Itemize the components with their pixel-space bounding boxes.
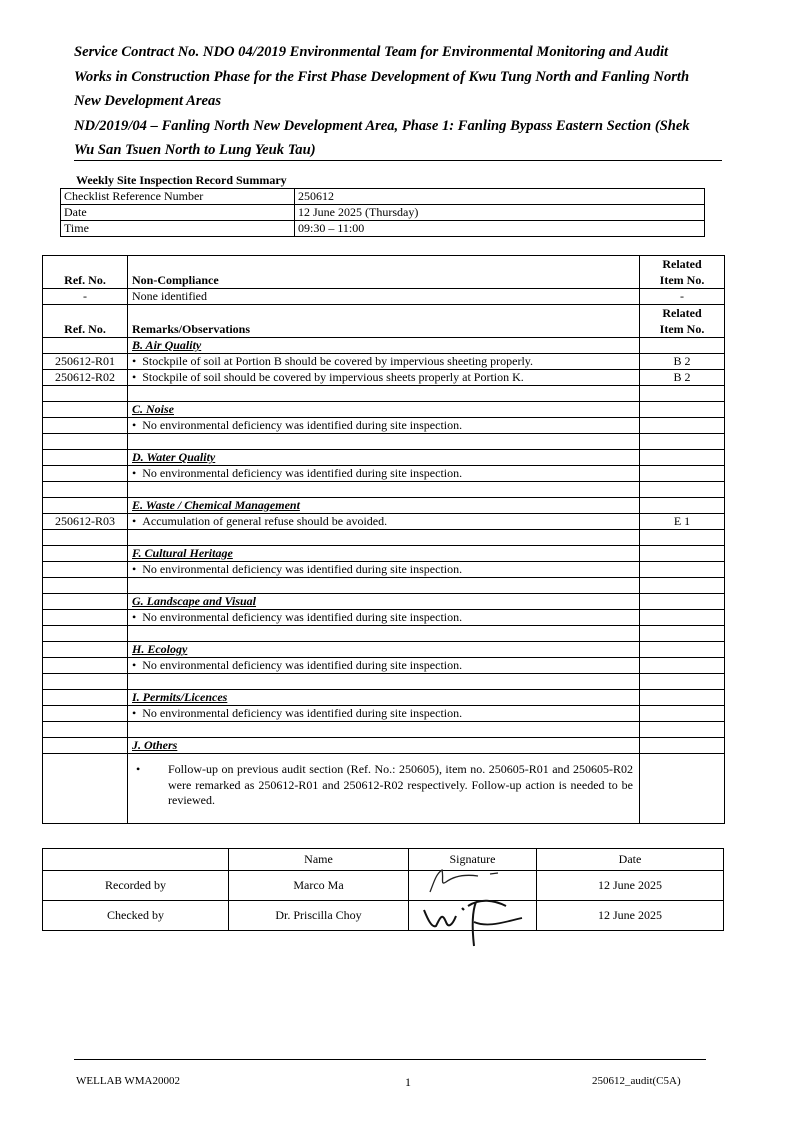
spacer-cell — [43, 530, 128, 546]
section-title-row — [43, 546, 725, 562]
spacer-cell — [43, 386, 128, 402]
section-ref-cell — [43, 738, 128, 754]
signature-cell — [409, 871, 537, 901]
remark-text: • No environmental deficiency was identified during site inspection. — [132, 466, 462, 480]
section-title-row — [43, 690, 725, 706]
remark-text-cell — [128, 706, 640, 722]
remark-item — [640, 418, 725, 434]
section-title-cell — [128, 690, 640, 706]
others-item-cell — [640, 754, 725, 824]
summary-value: 12 June 2025 (Thursday) — [295, 205, 705, 221]
spacer-cell — [640, 482, 725, 498]
signoff-role: Recorded by — [43, 871, 229, 901]
remark-text: • Stockpile of soil at Portion B should be covered by impervious sheeting properly. — [132, 354, 533, 368]
signoff-date: 12 June 2025 — [537, 871, 724, 901]
section-item-cell — [640, 738, 725, 754]
document-header — [74, 40, 706, 163]
contract-title: Service Contract No. NDO 04/2019 Environmental Team for Environmental Monitoring and Audit Works in Construction Phase for the First Phase Development of Kwu Tung North and Fanling North New Development Areas — [74, 44, 690, 109]
summary-label: Time — [61, 221, 295, 237]
summary-value: 250612 — [295, 189, 705, 205]
footer-right: 250612_audit(C5A) — [592, 1075, 681, 1087]
signoff-role: Checked by — [43, 901, 229, 931]
remark-text: • Stockpile of soil should be covered by impervious sheets properly at Portion K. — [132, 370, 524, 384]
spacer-cell — [128, 626, 640, 642]
others-text: Follow-up on previous audit section (Ref. No.: 250605), item no. 250605-R01 and 250605-R02 were remarked as 250612-R01 and 250612-R02 respectively. Follow-up action is needed to be reviewed. — [168, 762, 633, 807]
remark-row — [43, 610, 725, 626]
section-item-cell — [640, 642, 725, 658]
remark-item — [640, 658, 725, 674]
remark-row — [43, 658, 725, 674]
remark-ref: 250612-R03 — [43, 514, 128, 530]
remark-ref — [43, 658, 128, 674]
section-title-cell — [128, 338, 640, 354]
signoff-name: Marco Ma — [229, 871, 409, 901]
summary-title: Weekly Site Inspection Record Summary — [76, 173, 287, 187]
others-paragraph — [136, 762, 633, 809]
remark-row — [43, 418, 725, 434]
section-title-cell — [128, 594, 640, 610]
spacer-cell — [640, 578, 725, 594]
summary-value: 09:30 – 11:00 — [295, 221, 705, 237]
section-item-cell — [640, 498, 725, 514]
spacer-cell — [128, 578, 640, 594]
footer-divider — [74, 1059, 706, 1060]
remarks-header-row — [43, 305, 725, 338]
bullet-icon: • — [136, 762, 141, 776]
section-ref-cell — [43, 450, 128, 466]
remark-ref: 250612-R01 — [43, 354, 128, 370]
section-title-row — [43, 594, 725, 610]
section-title: I. Permits/Licences — [132, 690, 228, 704]
inspection-table-body — [43, 256, 725, 824]
summary-row — [61, 189, 705, 205]
name-header: Name — [229, 849, 409, 871]
spacer-cell — [128, 530, 640, 546]
section-ref-cell — [43, 546, 128, 562]
remark-item — [640, 562, 725, 578]
project-title: ND/2019/04 – Fanling North New Development Area, Phase 1: Fanling Bypass Eastern Section (Shek Wu San Tsuen North to Lung Yeuk Tau) — [74, 117, 690, 158]
remark-row — [43, 706, 725, 722]
section-title: J. Others — [132, 738, 178, 752]
section-title-row — [43, 498, 725, 514]
summary-row — [61, 221, 705, 237]
noncompliance-header: Non-Compliance — [128, 256, 640, 289]
section-ref-cell — [43, 338, 128, 354]
remark-text-cell — [128, 610, 640, 626]
remark-row — [43, 562, 725, 578]
spacer-cell — [128, 482, 640, 498]
spacer-cell — [43, 434, 128, 450]
remark-row — [43, 514, 725, 530]
remark-item: E 1 — [640, 514, 725, 530]
section-title-cell — [128, 450, 640, 466]
spacer-cell — [43, 674, 128, 690]
spacer-cell — [640, 674, 725, 690]
spacer-cell — [640, 626, 725, 642]
remark-row — [43, 370, 725, 386]
remark-text-cell — [128, 370, 640, 386]
signature-cell — [409, 901, 537, 931]
remark-text: • No environmental deficiency was identified during site inspection. — [132, 658, 462, 672]
section-item-cell — [640, 690, 725, 706]
signature-header: Signature — [409, 849, 537, 871]
signoff-row — [43, 871, 724, 901]
remark-text: • No environmental deficiency was identified during site inspection. — [132, 610, 462, 624]
spacer-row — [43, 578, 725, 594]
remark-text: • No environmental deficiency was identified during site inspection. — [132, 562, 462, 576]
date-header: Date — [537, 849, 724, 871]
spacer-row — [43, 386, 725, 402]
spacer-cell — [43, 482, 128, 498]
spacer-cell — [43, 722, 128, 738]
remark-text: • No environmental deficiency was identified during site inspection. — [132, 418, 462, 432]
others-row — [43, 754, 725, 824]
remark-text-cell — [128, 354, 640, 370]
section-ref-cell — [43, 642, 128, 658]
spacer-cell — [128, 722, 640, 738]
spacer-cell — [43, 626, 128, 642]
page-number: 1 — [405, 1075, 411, 1089]
others-ref-cell — [43, 754, 128, 824]
section-title: H. Ecology — [132, 642, 188, 656]
summary-label: Date — [61, 205, 295, 221]
section-title-cell — [128, 498, 640, 514]
remark-item — [640, 466, 725, 482]
spacer-cell — [640, 386, 725, 402]
noncompliance-header-row — [43, 256, 725, 289]
ref-no-header: Ref. No. — [43, 305, 128, 338]
section-item-cell — [640, 594, 725, 610]
summary-label: Checklist Reference Number — [61, 189, 295, 205]
signoff-name: Dr. Priscilla Choy — [229, 901, 409, 931]
section-title: G. Landscape and Visual — [132, 594, 257, 608]
section-title: D. Water Quality — [132, 450, 216, 464]
section-title: F. Cultural Heritage — [132, 546, 233, 560]
section-title-cell — [128, 402, 640, 418]
remark-row — [43, 354, 725, 370]
noncompliance-item: - — [640, 289, 725, 305]
header-divider — [74, 160, 722, 161]
remark-item: B 2 — [640, 370, 725, 386]
footer-left: WELLAB WMA20002 — [76, 1075, 180, 1087]
section-title-row — [43, 738, 725, 754]
spacer-cell — [640, 722, 725, 738]
spacer-row — [43, 482, 725, 498]
spacer-cell — [640, 434, 725, 450]
ref-no-header: Ref. No. — [43, 256, 128, 289]
section-title-row — [43, 450, 725, 466]
section-item-cell — [640, 402, 725, 418]
section-title-cell — [128, 642, 640, 658]
signoff-header-row — [43, 849, 724, 871]
section-title-row — [43, 642, 725, 658]
noncompliance-ref: - — [43, 289, 128, 305]
spacer-row — [43, 626, 725, 642]
others-text-cell — [128, 754, 640, 824]
section-title: C. Noise — [132, 402, 174, 416]
spacer-cell — [128, 386, 640, 402]
remark-row — [43, 466, 725, 482]
remark-text-cell — [128, 562, 640, 578]
spacer-cell — [128, 674, 640, 690]
signoff-date: 12 June 2025 — [537, 901, 724, 931]
remark-text: • Accumulation of general refuse should be avoided. — [132, 514, 387, 528]
remark-text-cell — [128, 514, 640, 530]
remark-text-cell — [128, 658, 640, 674]
spacer-cell — [43, 578, 128, 594]
noncompliance-desc: None identified — [128, 289, 640, 305]
remark-ref: 250612-R02 — [43, 370, 128, 386]
signoff-blank-header — [43, 849, 229, 871]
section-title: B. Air Quality — [132, 338, 202, 352]
section-title-cell — [128, 546, 640, 562]
spacer-row — [43, 530, 725, 546]
remark-item — [640, 706, 725, 722]
summary-table — [60, 188, 705, 237]
spacer-cell — [640, 530, 725, 546]
remark-text-cell — [128, 418, 640, 434]
section-title-row — [43, 402, 725, 418]
spacer-row — [43, 434, 725, 450]
remark-text-cell — [128, 466, 640, 482]
section-ref-cell — [43, 402, 128, 418]
section-item-cell — [640, 546, 725, 562]
remark-ref — [43, 466, 128, 482]
related-item-header: Related Item No. — [640, 256, 725, 289]
summary-row — [61, 205, 705, 221]
remark-item: B 2 — [640, 354, 725, 370]
section-title-cell — [128, 738, 640, 754]
spacer-cell — [128, 434, 640, 450]
spacer-row — [43, 722, 725, 738]
inspection-table — [42, 255, 725, 824]
noncompliance-row — [43, 289, 725, 305]
section-title: E. Waste / Chemical Management — [132, 498, 300, 512]
section-item-cell — [640, 450, 725, 466]
remark-ref — [43, 418, 128, 434]
spacer-row — [43, 674, 725, 690]
remark-item — [640, 610, 725, 626]
section-item-cell — [640, 338, 725, 354]
remarks-header: Remarks/Observations — [128, 305, 640, 338]
section-ref-cell — [43, 594, 128, 610]
remark-ref — [43, 610, 128, 626]
section-title-row — [43, 338, 725, 354]
remark-ref — [43, 706, 128, 722]
remark-ref — [43, 562, 128, 578]
section-ref-cell — [43, 690, 128, 706]
related-item-header: Related Item No. — [640, 305, 725, 338]
signoff-row — [43, 901, 724, 931]
section-ref-cell — [43, 498, 128, 514]
remark-text: • No environmental deficiency was identified during site inspection. — [132, 706, 462, 720]
signoff-table — [42, 848, 724, 931]
